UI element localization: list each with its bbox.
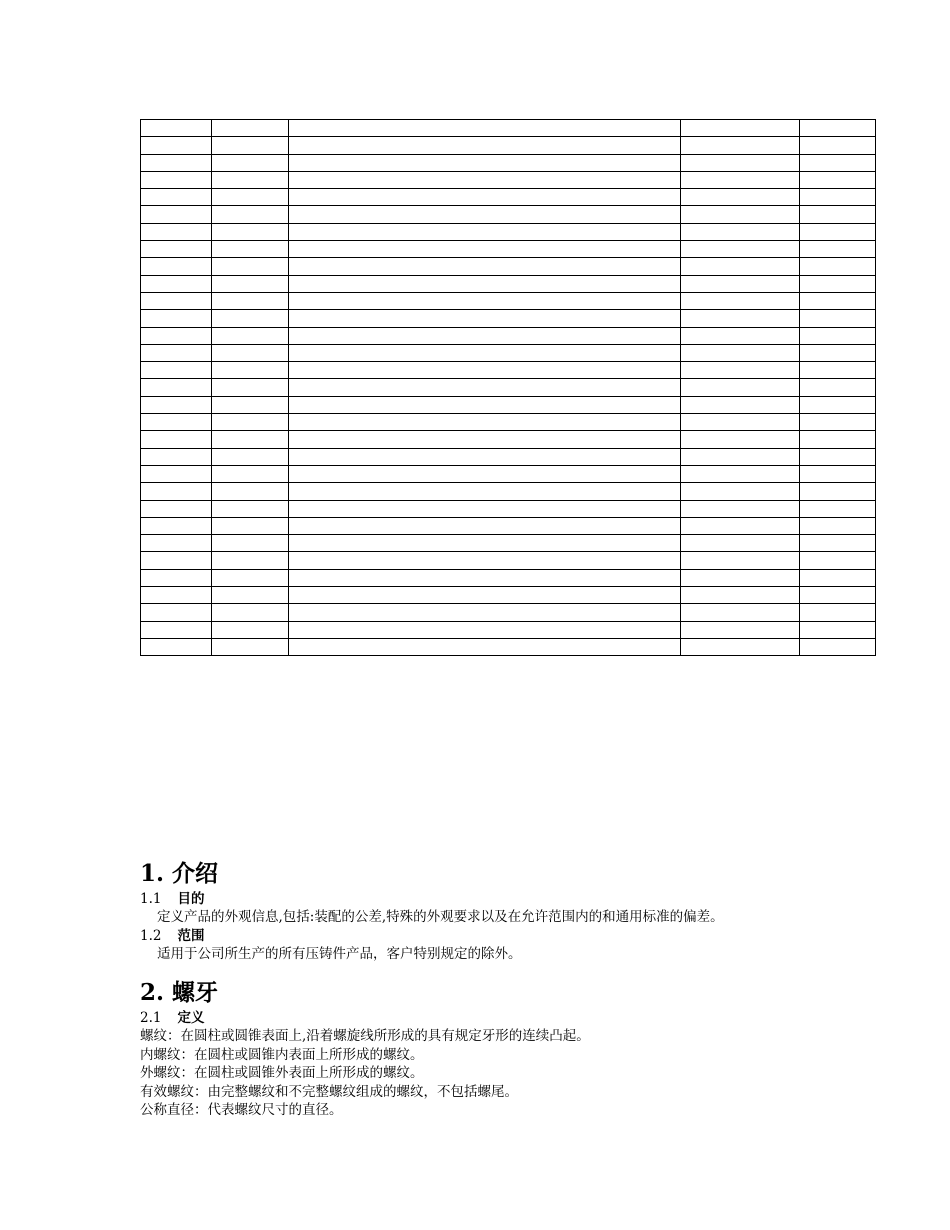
table-cell — [800, 396, 876, 413]
table-cell — [800, 500, 876, 517]
table-cell — [681, 327, 800, 344]
table-cell — [141, 517, 212, 534]
table-cell — [212, 604, 289, 621]
table-cell — [800, 431, 876, 448]
table-cell — [681, 604, 800, 621]
subsection-number: 2.1 — [140, 1010, 162, 1026]
table-cell — [289, 275, 681, 292]
table-cell — [212, 500, 289, 517]
table-cell — [800, 362, 876, 379]
table-cell — [681, 465, 800, 482]
section-title: 介绍 — [172, 860, 219, 887]
table-row — [141, 327, 876, 344]
table-cell — [212, 206, 289, 223]
table-cell — [141, 535, 212, 552]
table-row — [141, 258, 876, 275]
table-cell — [289, 223, 681, 240]
table-row — [141, 362, 876, 379]
table-cell — [212, 258, 289, 275]
table-row — [141, 414, 876, 431]
table-cell — [289, 431, 681, 448]
table-row — [141, 638, 876, 655]
table-cell — [681, 275, 800, 292]
table-cell — [141, 483, 212, 500]
table-cell — [141, 206, 212, 223]
table-cell — [141, 327, 212, 344]
table-cell — [141, 604, 212, 621]
table-cell — [681, 189, 800, 206]
table-cell — [681, 223, 800, 240]
table-cell — [212, 344, 289, 361]
table-cell — [212, 292, 289, 309]
table-cell — [212, 638, 289, 655]
table-cell — [212, 448, 289, 465]
subsection-title: 目的 — [177, 891, 205, 907]
table-cell — [212, 275, 289, 292]
table-cell — [681, 414, 800, 431]
paragraph: 适用于公司所生产的所有压铸件产品，客户特别规定的除外。 — [157, 945, 522, 962]
table-cell — [289, 552, 681, 569]
paragraph: 螺纹：在圆柱或圆锥表面上,沿着螺旋线所形成的具有规定牙形的连续凸起。 — [140, 1028, 590, 1044]
table-cell — [212, 154, 289, 171]
table-cell — [800, 154, 876, 171]
table-row — [141, 344, 876, 361]
table-cell — [289, 517, 681, 534]
table-cell — [800, 604, 876, 621]
section-number: 2. — [140, 979, 165, 1006]
table-cell — [681, 137, 800, 154]
table-cell — [141, 120, 212, 137]
table-cell — [289, 171, 681, 188]
table-cell — [289, 604, 681, 621]
section-heading — [140, 858, 880, 890]
table-cell — [212, 396, 289, 413]
table-cell — [141, 275, 212, 292]
paragraph: 外螺纹：在圆柱或圆锥外表面上所形成的螺纹。 — [140, 1065, 424, 1081]
table-cell — [800, 223, 876, 240]
table-cell — [141, 396, 212, 413]
table-cell — [141, 587, 212, 604]
table-cell — [289, 621, 681, 638]
table-cell — [289, 379, 681, 396]
table-cell — [141, 154, 212, 171]
table-cell — [800, 638, 876, 655]
subsection-heading — [140, 890, 880, 908]
table-cell — [681, 171, 800, 188]
table-row — [141, 396, 876, 413]
table-cell — [800, 535, 876, 552]
table-cell — [141, 189, 212, 206]
table-cell — [681, 292, 800, 309]
table-cell — [289, 638, 681, 655]
table-cell — [141, 500, 212, 517]
table-cell — [141, 223, 212, 240]
table-cell — [289, 327, 681, 344]
table-cell — [289, 120, 681, 137]
table-cell — [800, 120, 876, 137]
paragraph: 内螺纹：在圆柱或圆锥内表面上所形成的螺纹。 — [140, 1046, 424, 1063]
table-cell — [800, 465, 876, 482]
table-cell — [141, 258, 212, 275]
table-row — [141, 500, 876, 517]
table-cell — [289, 465, 681, 482]
table-cell — [141, 414, 212, 431]
revision-table-body — [141, 120, 876, 656]
table-cell — [800, 258, 876, 275]
table-cell — [212, 327, 289, 344]
table-row — [141, 241, 876, 258]
paragraph: 定义产品的外观信息,包括:装配的公差,特殊的外观要求以及在允许范围内的和通用标准的偏差。 — [157, 909, 724, 925]
table-row — [141, 448, 876, 465]
table-cell — [212, 241, 289, 258]
table-cell — [800, 414, 876, 431]
table-cell — [800, 137, 876, 154]
paragraph: 公称直径：代表螺纹尺寸的直径。 — [140, 1102, 343, 1118]
table-cell — [212, 465, 289, 482]
table-cell — [681, 569, 800, 586]
table-cell — [289, 154, 681, 171]
revision-history-table — [140, 119, 876, 656]
table-cell — [289, 292, 681, 309]
subsection-title: 定义 — [177, 1010, 205, 1026]
table-cell — [681, 310, 800, 327]
table-cell — [681, 448, 800, 465]
document-body — [140, 858, 880, 1120]
table-cell — [289, 396, 681, 413]
table-cell — [800, 517, 876, 534]
table-cell — [212, 535, 289, 552]
table-row — [141, 379, 876, 396]
table-cell — [212, 223, 289, 240]
table-cell — [681, 621, 800, 638]
table-cell — [289, 241, 681, 258]
table-cell — [212, 120, 289, 137]
table-cell — [681, 154, 800, 171]
table-row — [141, 223, 876, 240]
section-1 — [140, 858, 880, 963]
table-cell — [800, 275, 876, 292]
table-cell — [212, 414, 289, 431]
table-cell — [212, 431, 289, 448]
table-cell — [141, 171, 212, 188]
table-cell — [141, 344, 212, 361]
section-number: 1. — [140, 860, 165, 887]
table-cell — [681, 120, 800, 137]
table-cell — [212, 587, 289, 604]
table-cell — [289, 206, 681, 223]
table-row — [141, 275, 876, 292]
table-cell — [681, 517, 800, 534]
table-cell — [681, 396, 800, 413]
table-cell — [212, 189, 289, 206]
subsection-heading — [140, 927, 880, 945]
table-cell — [141, 569, 212, 586]
table-cell — [212, 483, 289, 500]
table-row — [141, 189, 876, 206]
table-row — [141, 604, 876, 621]
table-cell — [800, 344, 876, 361]
table-cell — [141, 431, 212, 448]
table-cell — [289, 310, 681, 327]
table-cell — [141, 552, 212, 569]
table-cell — [800, 552, 876, 569]
table-cell — [212, 517, 289, 534]
table-cell — [681, 500, 800, 517]
table-cell — [681, 587, 800, 604]
table-cell — [289, 587, 681, 604]
table-cell — [212, 379, 289, 396]
table-cell — [681, 535, 800, 552]
paragraph: 有效螺纹：由完整螺纹和不完整螺纹组成的螺纹，不包括螺尾。 — [140, 1083, 518, 1100]
table-cell — [141, 362, 212, 379]
subsection-heading — [140, 1009, 880, 1027]
table-row — [141, 171, 876, 188]
table-cell — [800, 569, 876, 586]
table-row — [141, 552, 876, 569]
subsection-number: 1.2 — [140, 927, 162, 944]
table-cell — [681, 431, 800, 448]
table-row — [141, 587, 876, 604]
table-cell — [141, 241, 212, 258]
table-cell — [289, 137, 681, 154]
table-row — [141, 137, 876, 154]
table-row — [141, 465, 876, 482]
subsection-title: 范围 — [177, 927, 205, 944]
table-row — [141, 535, 876, 552]
table-row — [141, 154, 876, 171]
table-cell — [681, 258, 800, 275]
table-row — [141, 120, 876, 137]
table-row — [141, 517, 876, 534]
table-cell — [800, 448, 876, 465]
table-cell — [681, 344, 800, 361]
table-cell — [681, 362, 800, 379]
table-row — [141, 621, 876, 638]
table-cell — [289, 535, 681, 552]
section-title: 螺牙 — [172, 979, 219, 1006]
table-row — [141, 431, 876, 448]
table-row — [141, 569, 876, 586]
table-cell — [681, 638, 800, 655]
table-cell — [800, 171, 876, 188]
table-cell — [800, 327, 876, 344]
table-cell — [289, 483, 681, 500]
table-cell — [800, 379, 876, 396]
table-cell — [212, 552, 289, 569]
table-cell — [289, 414, 681, 431]
table-cell — [212, 621, 289, 638]
table-cell — [212, 137, 289, 154]
table-cell — [681, 552, 800, 569]
table-cell — [289, 344, 681, 361]
table-row — [141, 206, 876, 223]
table-cell — [800, 483, 876, 500]
table-cell — [800, 587, 876, 604]
table-cell — [212, 569, 289, 586]
table-cell — [212, 310, 289, 327]
table-cell — [800, 292, 876, 309]
table-cell — [800, 241, 876, 258]
table-cell — [141, 137, 212, 154]
table-cell — [800, 206, 876, 223]
table-cell — [141, 379, 212, 396]
table-cell — [141, 448, 212, 465]
table-cell — [681, 379, 800, 396]
section-heading — [140, 977, 880, 1009]
table-cell — [289, 258, 681, 275]
table-cell — [289, 448, 681, 465]
table-cell — [681, 206, 800, 223]
subsection-number: 1.1 — [140, 891, 162, 907]
table-cell — [141, 465, 212, 482]
table-cell — [141, 621, 212, 638]
table-cell — [289, 500, 681, 517]
table-cell — [800, 189, 876, 206]
table-cell — [681, 241, 800, 258]
table-cell — [681, 483, 800, 500]
section-2 — [140, 977, 880, 1120]
table-cell — [289, 189, 681, 206]
table-cell — [289, 362, 681, 379]
table-cell — [800, 621, 876, 638]
table-cell — [141, 310, 212, 327]
table-cell — [212, 362, 289, 379]
table-row — [141, 310, 876, 327]
table-row — [141, 292, 876, 309]
table-cell — [141, 638, 212, 655]
table-cell — [289, 569, 681, 586]
table-cell — [800, 310, 876, 327]
table-row — [141, 483, 876, 500]
table-cell — [212, 171, 289, 188]
table-cell — [141, 292, 212, 309]
